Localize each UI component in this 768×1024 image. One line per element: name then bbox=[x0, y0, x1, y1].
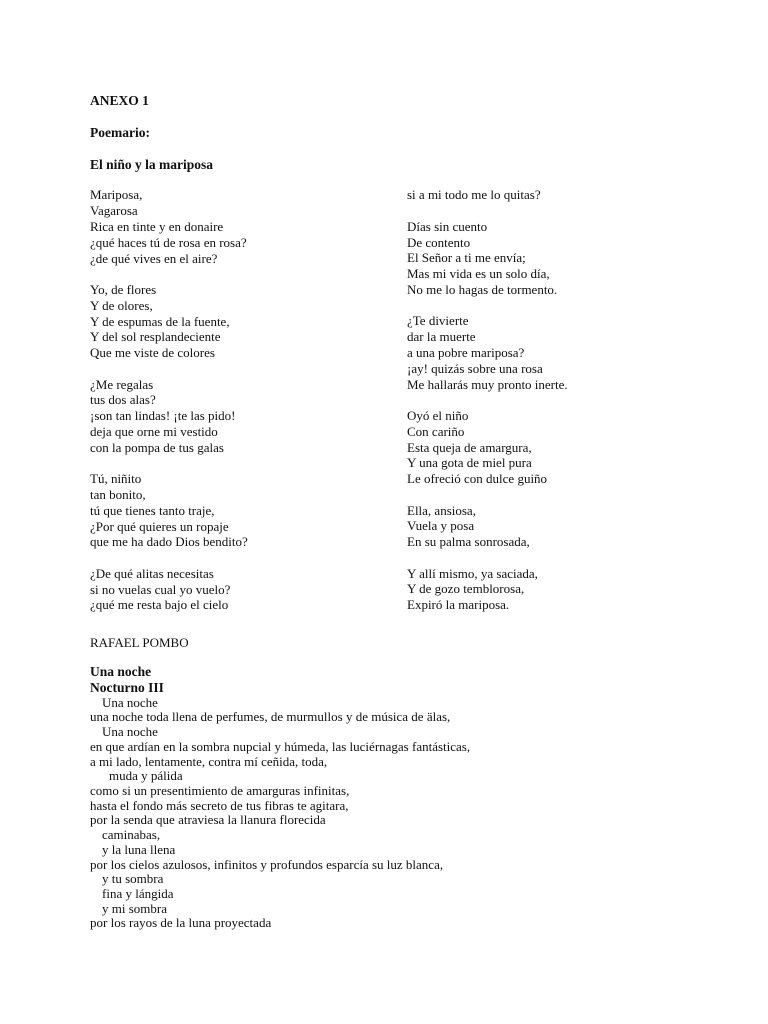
poem-title: El niño y la mariposa bbox=[90, 156, 214, 172]
poem-line: En su palma sonrosada, bbox=[407, 534, 530, 550]
poem-line: De contento bbox=[407, 234, 471, 250]
poem2-line: como si un presentimiento de amarguras infinitas, bbox=[90, 783, 350, 798]
poem-line: Y de olores, bbox=[90, 297, 153, 313]
poem-line: Expiró la mariposa. bbox=[407, 597, 510, 613]
poem-line: Oyó el niño bbox=[407, 407, 469, 423]
poem2-line: y tu sombra bbox=[102, 871, 164, 887]
poem-line: Yo, de flores bbox=[90, 281, 157, 297]
poem-line: si no vuelas cual yo vuelo? bbox=[90, 581, 231, 597]
poem-author: RAFAEL POMBO bbox=[90, 635, 189, 651]
stanza bbox=[90, 282, 390, 361]
poem-line: tan bonito, bbox=[90, 486, 146, 502]
poem-line: Y allí mismo, ya saciada, bbox=[407, 565, 538, 581]
poem2-line: en que ardían en la sombra nupcial y húmeda, las luciérnagas fantásticas, bbox=[90, 738, 471, 754]
stanza bbox=[407, 187, 707, 203]
poem-line: ¿qué me resta bajo el cielo bbox=[90, 597, 229, 613]
poem2-line: Una noche bbox=[102, 724, 158, 740]
poem-line: Esta queja de amargura, bbox=[407, 439, 532, 455]
poem2-line: a mi lado, lentamente, contra mí ceñida, toda, bbox=[90, 753, 328, 769]
poem-line: ¿de qué vives en el aire? bbox=[90, 250, 218, 266]
stanza bbox=[407, 503, 707, 550]
poem-line: ¿Por qué quieres un ropaje bbox=[90, 518, 229, 534]
poem-line: El Señor a ti me envía; bbox=[407, 250, 526, 266]
poem2-line: por la senda que atraviesa la llanura florecida bbox=[90, 812, 326, 828]
poem-line: ¿Me regalas bbox=[90, 376, 154, 392]
poem-line: con la pompa de tus galas bbox=[90, 439, 224, 455]
poem-line: Me hallarás muy pronto inerte. bbox=[407, 376, 568, 392]
poem-line: Mas mi vida es un solo día, bbox=[407, 266, 550, 282]
stanza bbox=[407, 408, 707, 487]
poem2-line: fina y lángida bbox=[102, 885, 174, 901]
poem-line: Y una gota de miel pura bbox=[407, 455, 532, 471]
poem2-body bbox=[90, 696, 730, 931]
poem-line: si a mi todo me lo quitas? bbox=[407, 187, 541, 203]
poemario-heading: Poemario: bbox=[90, 124, 150, 140]
poem-line: Que me viste de colores bbox=[90, 345, 215, 361]
poem2-title: Una noche bbox=[90, 664, 152, 680]
poem2-line: hasta el fondo más secreto de tus fibras te agitara, bbox=[90, 797, 349, 813]
poem2-line: y la luna llena bbox=[102, 841, 176, 857]
annex-heading: ANEXO 1 bbox=[90, 93, 149, 108]
stanza bbox=[90, 566, 390, 613]
stanza bbox=[407, 313, 707, 392]
poem2-line: muda y pálida bbox=[109, 768, 183, 784]
stanza bbox=[407, 219, 707, 298]
poem-line: Vagarosa bbox=[90, 203, 138, 219]
poem-line: Le ofreció con dulce guiño bbox=[407, 471, 548, 487]
poem-line: a una pobre mariposa? bbox=[407, 344, 525, 360]
poem-line: ¿Te divierte bbox=[407, 313, 469, 329]
poem-line: ¿qué haces tú de rosa en rosa? bbox=[90, 234, 247, 250]
poem-line: Y de espumas de la fuente, bbox=[90, 313, 230, 329]
stanza bbox=[90, 471, 390, 550]
poem-line: tus dos alas? bbox=[90, 392, 156, 408]
poem-line: Días sin cuento bbox=[407, 218, 488, 234]
stanza bbox=[90, 377, 390, 456]
stanza bbox=[407, 566, 707, 613]
poem-line: ¿De qué alitas necesitas bbox=[90, 565, 214, 581]
poem-line: Mariposa, bbox=[90, 187, 143, 203]
poem-line: dar la muerte bbox=[407, 329, 476, 345]
poem-line: Ella, ansiosa, bbox=[407, 502, 476, 518]
poem2-line: por los rayos de la luna proyectada bbox=[90, 915, 272, 931]
poem2-line: y mi sombra bbox=[102, 900, 167, 916]
poem-left-column bbox=[90, 187, 390, 628]
poem2-subtitle: Nocturno III bbox=[90, 679, 164, 695]
poem-line: deja que orne mi vestido bbox=[90, 423, 218, 439]
poem-line: Rica en tinte y en donaire bbox=[90, 218, 224, 234]
poem-right-column bbox=[407, 187, 707, 628]
poem2-line: caminabas, bbox=[102, 827, 161, 843]
poem-line: ¡son tan lindas! ¡te las pido! bbox=[90, 408, 236, 424]
poem-line: Tú, niñito bbox=[90, 471, 142, 487]
document-page bbox=[90, 93, 730, 931]
poem-line: que me ha dado Dios bendito? bbox=[90, 534, 248, 550]
poem-line: Y de gozo temblorosa, bbox=[407, 581, 525, 597]
poem2-line: una noche toda llena de perfumes, de murmullos y de música de älas, bbox=[90, 709, 451, 725]
poem-line: Y del sol resplandeciente bbox=[90, 329, 221, 345]
stanza bbox=[90, 187, 390, 266]
poem-line: Vuela y posa bbox=[407, 518, 475, 534]
poem-columns bbox=[90, 187, 730, 623]
poem2-line: por los cielos azulosos, infinitos y profundos esparcía su luz blanca, bbox=[90, 856, 444, 872]
poem-line: tú que tienes tanto traje, bbox=[90, 502, 215, 518]
poem-line: ¡ay! quizás sobre una rosa bbox=[407, 360, 543, 376]
poem-line: No me lo hagas de tormento. bbox=[407, 281, 558, 297]
poem2-line: Una noche bbox=[102, 694, 158, 710]
poem-line: Con cariño bbox=[407, 423, 465, 439]
